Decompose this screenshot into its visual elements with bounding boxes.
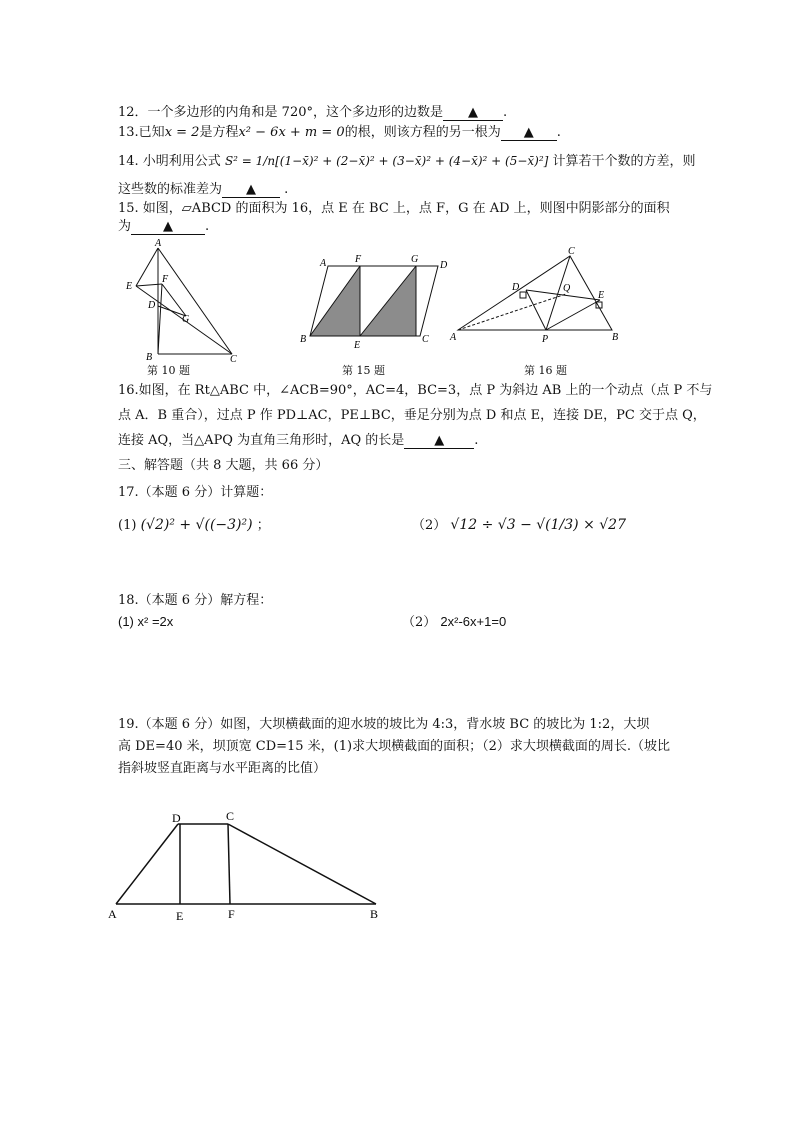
question-16: 16.如图，在 Rt△ABC 中，∠ACB=90°，AC=4，BC=3，点 P 为斜边 AB 上的一个动点（点 P 不与 (118, 383, 713, 398)
q17-expr1: (√2)² + √((−3)²) (140, 517, 253, 533)
question-16-line3: 连接 AQ，当△APQ 为直角三角形时，AQ 的长是 ▲ . (118, 433, 479, 448)
fig15-label-D: D (440, 260, 448, 271)
fig15-label-G: G (411, 254, 419, 265)
fig15-label-F: F (355, 254, 362, 265)
q14-answer-blank: ▲ (222, 183, 280, 198)
question-19-line3: 指斜坡竖直距离与水平距离的比值） (118, 761, 327, 776)
question-14-line2: 这些数的标准差为 ▲ . (118, 182, 289, 197)
fig19-label-B: B (370, 907, 379, 921)
q18-part2: （2） 2x²-6x+1=0 (402, 614, 507, 630)
question-19-line2: 高 DE=40 米，坝顶宽 CD=15 米，(1)求大坝横截面的面积；（2）求大坝横截面的周长.（坡比 (118, 739, 670, 754)
fig19-label-E: E (176, 909, 184, 922)
fig16-label-C: C (568, 246, 575, 257)
fig16-label-B: B (612, 332, 619, 343)
question-19: 19.（本题 6 分）如图，大坝横截面的迎水坡的坡比为 4:3，背水坡 BC 的坡比为 1:2，大坝 (118, 717, 650, 732)
fig10-label-A: A (155, 238, 162, 249)
q12-text: 12．一个多边形的内角和是 720°，这个多边形的边数是 (118, 105, 443, 120)
question-12: 12．一个多边形的内角和是 720°，这个多边形的边数是 ▲ . (118, 105, 508, 120)
q17-part2: （2） √12 ÷ √3 − √(1/3) × √27 (412, 517, 626, 533)
fig10-label-B: B (146, 352, 153, 363)
q18-part1: (1) x² =2x (118, 614, 174, 629)
question-18-title: 18.（本题 6 分）解方程： (118, 593, 273, 608)
q17-expr2: √12 ÷ √3 − √(1/3) × √27 (450, 517, 626, 533)
fig10-label-F: F (162, 274, 169, 285)
caption-fig15: 第 15 题 (342, 364, 385, 377)
fig16-label-E: E (598, 290, 605, 301)
fig16-label-D: D (512, 282, 520, 293)
fig15-label-A: A (320, 258, 327, 269)
fig10-label-D: D (148, 300, 156, 311)
fig10-label-G: G (182, 314, 190, 325)
fig10-label-C: C (230, 354, 237, 365)
section-3-heading: 三、解答题（共 8 大题，共 66 分） (118, 458, 329, 473)
q17-part1: (1) (√2)² + √((−3)²) ； (118, 517, 270, 533)
q16-answer-blank: ▲ (404, 434, 474, 449)
q15-answer-blank: ▲ (131, 220, 205, 235)
fig16-label-Q: Q (563, 283, 571, 294)
fig16-label-P: P (542, 334, 549, 344)
fig10-label-E: E (126, 281, 133, 292)
question-16-line2: 点 A．B 重合），过点 P 作 PD⊥AC，PE⊥BC，垂足分别为点 D 和点 E，连接 DE，PC 交于点 Q， (118, 408, 706, 423)
variance-formula: S² = 1/n[(1−x̄)² + (2−x̄)² + (3−x̄)² + (4−x̄)² + (5−x̄)²] (224, 154, 549, 168)
question-17-title: 17.（本题 6 分）计算题： (118, 485, 273, 500)
caption-fig10: 第 10 题 (147, 364, 190, 377)
q12-answer-blank: ▲ (443, 106, 503, 121)
question-14: 14. 小明利用公式 S² = 1/n[(1−x̄)² + (2−x̄)² + (3−x̄)² + (4−x̄)² + (5−x̄)²] 计算若干个数的方差，则 (118, 154, 696, 169)
fig19-label-C: C (226, 809, 235, 823)
fig15-label-E: E (354, 340, 361, 351)
fig19-label-D: D (172, 811, 181, 825)
fig19-label-F: F (228, 907, 235, 921)
fig15-label-B: B (300, 334, 307, 345)
question-15-line2: 为 ▲ . (118, 219, 210, 234)
figure-15 (296, 250, 454, 354)
fig15-label-C: C (422, 334, 429, 345)
figure-19-dam (104, 808, 388, 922)
figure-10 (120, 238, 250, 366)
caption-fig16: 第 16 题 (524, 364, 567, 377)
fig16-label-A: A (450, 332, 457, 343)
question-15: 15. 如图，▱ABCD 的面积为 16，点 E 在 BC 上，点 F，G 在 AD 上，则图中阴影部分的面积 (118, 201, 670, 216)
q13-answer-blank: ▲ (501, 126, 557, 141)
question-13: 13.已知x = 2是方程x² − 6x + m = 0的根，则该方程的另一根为 ▲ . (118, 125, 561, 140)
figure-16 (446, 244, 626, 344)
fig19-label-A: A (108, 907, 117, 921)
